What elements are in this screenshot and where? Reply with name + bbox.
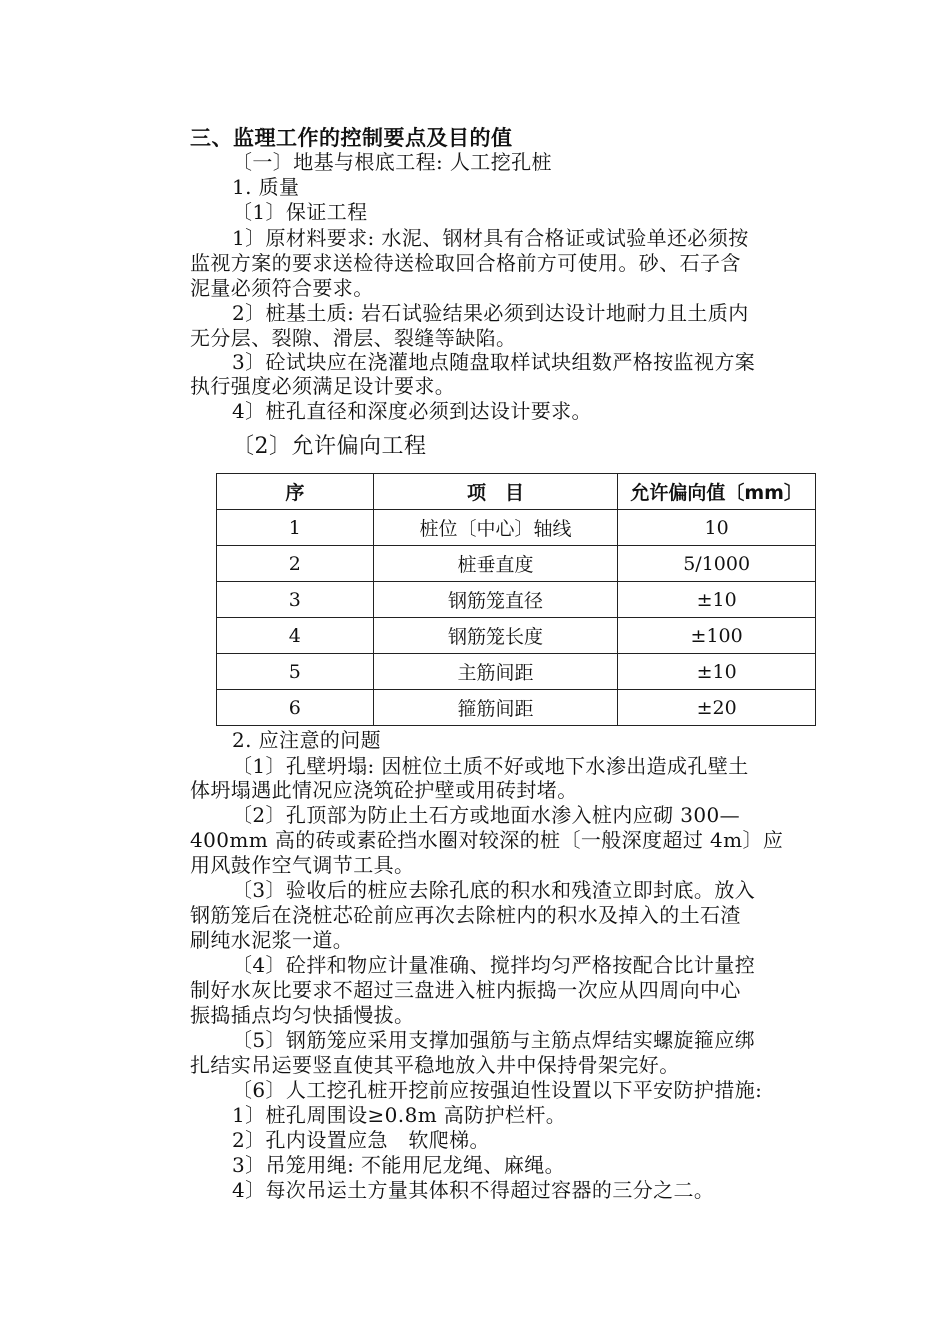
- paragraph-line: 2〕桩基土质: 岩石试验结果必须到达设计地耐力且土质内: [232, 301, 749, 325]
- paragraph-line: 3〕砼试块应在浇灌地点随盘取样试块组数严格按监视方案: [232, 350, 756, 374]
- table-row: [217, 618, 816, 654]
- paragraph-line: 泥量必须符合要求。: [190, 276, 374, 300]
- section-heading: 三、监理工作的控制要点及目的值: [190, 125, 513, 150]
- table-row: [217, 582, 816, 618]
- table-cell: 6: [217, 690, 374, 726]
- table-cell: ±10: [618, 582, 816, 618]
- table-header-row: [217, 474, 816, 510]
- table-row: [217, 690, 816, 726]
- subsection-title: 〔一〕地基与根底工程: 人工挖孔桩: [232, 150, 552, 174]
- deviation-table: [216, 473, 816, 726]
- paragraph-line: 体坍塌遇此情况应浇筑砼护壁或用砖封堵。: [190, 778, 578, 802]
- paragraph-line: 〔6〕人工挖孔桩开挖前应按强迫性设置以下平安防护措施:: [232, 1078, 763, 1102]
- paragraph-line: 执行强度必须满足设计要求。: [190, 374, 456, 398]
- subsection-title: 2. 应注意的问题: [232, 728, 382, 752]
- table-row: [217, 510, 816, 546]
- table-cell: 桩垂直度: [373, 546, 618, 582]
- table-cell: 5/1000: [618, 546, 816, 582]
- paragraph-line: 监视方案的要求送检待送检取回合格前方可使用。砂、石子含: [190, 251, 741, 275]
- paragraph-line: 扎结实吊运要竖直使其平稳地放入井中保持骨架完好。: [190, 1053, 680, 1077]
- table-cell: ±20: [618, 690, 816, 726]
- paragraph-line: 〔1〕孔壁坍塌: 因桩位土质不好或地下水渗出造成孔壁土: [232, 754, 749, 778]
- paragraph-line: 〔3〕验收后的桩应去除孔底的积水和残渣立即封底。放入: [232, 878, 756, 902]
- column-header: 序: [217, 474, 374, 510]
- paragraph-line: 〔4〕砼拌和物应计量准确、搅拌均匀严格按配合比计量控: [232, 953, 756, 977]
- paragraph-line: 用风鼓作空气调节工具。: [190, 853, 415, 877]
- paragraph-line: 〔2〕孔顶部为防止土石方或地面水渗入桩内应砌 300—: [232, 803, 741, 827]
- table-cell: ±10: [618, 654, 816, 690]
- column-header: 允许偏向值〔mm〕: [618, 474, 816, 510]
- table-cell: 10: [618, 510, 816, 546]
- table-row: [217, 546, 816, 582]
- table-cell: 3: [217, 582, 374, 618]
- table-cell: 4: [217, 618, 374, 654]
- paragraph-line: 1〕原材料要求: 水泥、钢材具有合格证或试验单还必须按: [232, 226, 749, 250]
- paragraph-line: 刷纯水泥浆一道。: [190, 928, 354, 952]
- table-cell: 2: [217, 546, 374, 582]
- paragraph-line: 4〕桩孔直径和深度必须到达设计要求。: [232, 399, 592, 423]
- table-cell: 桩位〔中心〕轴线: [373, 510, 618, 546]
- paragraph-line: 2〕孔内设置应急 软爬梯。: [232, 1128, 490, 1152]
- guarantee-heading: 〔1〕保证工程: [232, 200, 368, 224]
- column-header: 项 目: [373, 474, 618, 510]
- paragraph-line: 制好水灰比要求不超过三盘进入桩内振捣一次应从四周向中心: [190, 978, 741, 1002]
- quality-heading: 1. 质量: [232, 175, 300, 199]
- paragraph-line: 400mm 高的砖或素砼挡水圈对较深的桩〔一般深度超过 4m〕应: [190, 828, 784, 852]
- table-cell: 主筋间距: [373, 654, 618, 690]
- paragraph-line: 无分层、裂隙、滑层、裂缝等缺陷。: [190, 326, 517, 350]
- table-cell: 箍筋间距: [373, 690, 618, 726]
- paragraph-line: 钢筋笼后在浇桩芯砼前应再次去除桩内的积水及掉入的土石渣: [190, 903, 741, 927]
- table-cell: ±100: [618, 618, 816, 654]
- table-cell: 5: [217, 654, 374, 690]
- table-row: [217, 654, 816, 690]
- table-cell: 钢筋笼直径: [373, 582, 618, 618]
- paragraph-line: 1〕桩孔周围设≥0.8m 高防护栏杆。: [232, 1103, 567, 1127]
- paragraph-line: 3〕吊笼用绳: 不能用尼龙绳、麻绳。: [232, 1153, 566, 1177]
- paragraph-line: 4〕每次吊运土方量其体积不得超过容器的三分之二。: [232, 1178, 715, 1202]
- table-cell: 1: [217, 510, 374, 546]
- table-title: 〔2〕允许偏向工程: [232, 434, 427, 459]
- paragraph-line: 〔5〕钢筋笼应采用支撑加强筋与主筋点焊结实螺旋箍应绑: [232, 1028, 756, 1052]
- table-cell: 钢筋笼长度: [373, 618, 618, 654]
- paragraph-line: 振捣插点均匀快插慢拔。: [190, 1003, 415, 1027]
